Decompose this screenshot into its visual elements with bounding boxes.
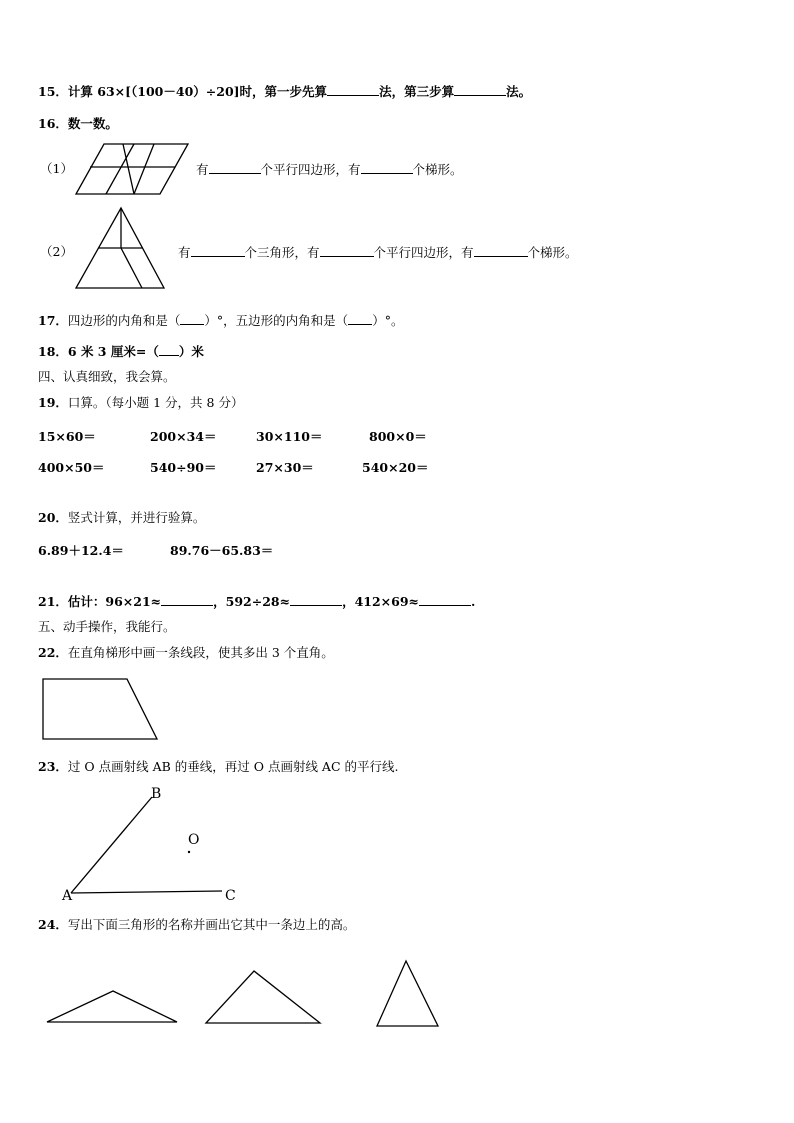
q19-item: 540×20＝ — [362, 460, 429, 475]
ray-ac — [71, 891, 222, 893]
q16-p2-blank-2[interactable] — [320, 244, 374, 257]
q22-text: 在直角梯形中画一条线段，使其多出 3 个直角。 — [67, 645, 334, 660]
q18-number: 18． — [38, 344, 68, 359]
q17-number: 17． — [38, 313, 68, 328]
q19-item: 30×110＝ — [256, 429, 323, 444]
q16-p1-text-b: 个平行四边形，有 — [260, 162, 361, 177]
q20-title: 竖式计算，并进行验算。 — [67, 510, 206, 525]
q21-line — [38, 593, 475, 610]
q23-rays-figure — [60, 785, 250, 907]
parallelogram-slant-2 — [123, 144, 134, 194]
obtuse-triangle-outline — [47, 991, 177, 1022]
q21-number: 21． — [38, 594, 68, 609]
q17-text-a: 四边形的内角和是（ — [67, 313, 181, 328]
q16-p2-text-d: 个梯形。 — [527, 245, 578, 260]
q24-number: 24． — [38, 917, 68, 932]
q23-number: 23． — [38, 759, 68, 774]
q23-text: 过 O 点画射线 AB 的垂线，再过 O 点画射线 AC 的平行线. — [67, 759, 399, 774]
q16-p1-text-a: 有 — [196, 162, 209, 177]
q15-number: 15． — [38, 84, 68, 99]
q15-text-c: 法。 — [506, 84, 532, 99]
q18-text-a: 6 米 3 厘米=（ — [67, 344, 159, 359]
q20-number: 20． — [38, 510, 68, 525]
q15-blank-1[interactable] — [327, 83, 379, 96]
q17-blank-2[interactable] — [348, 312, 372, 325]
q16-part2-label: （2） — [40, 244, 73, 259]
ray-ab — [71, 797, 152, 893]
q16-part1-label: （1） — [40, 161, 73, 176]
q18-blank[interactable] — [159, 343, 179, 356]
triangle-inner-slant — [121, 248, 142, 288]
q20-title-line — [38, 510, 205, 526]
parallelogram-slant-3 — [134, 144, 154, 194]
q19-item: 540÷90＝ — [150, 460, 217, 475]
right-trapezoid-outline — [43, 679, 157, 739]
q15-text-b: 法，第三步算 — [379, 84, 455, 99]
q19-item: 200×34＝ — [150, 429, 217, 444]
q16-p2-blank-1[interactable] — [191, 244, 245, 257]
q24-line — [38, 917, 355, 933]
q17-blank-1[interactable] — [180, 312, 204, 325]
q16-p2-blank-3[interactable] — [474, 244, 528, 257]
q22-right-trapezoid-figure — [42, 678, 160, 742]
label-o: O — [188, 832, 200, 848]
q19-number: 19． — [38, 395, 68, 410]
q19-item: 27×30＝ — [256, 460, 314, 475]
label-b: B — [151, 786, 162, 802]
q17-text-b: ）°，五边形的内角和是（ — [204, 313, 349, 328]
q22-number: 22． — [38, 645, 68, 660]
section-5-heading: 五、动手操作，我能行。 — [38, 619, 176, 634]
q24-obtuse-triangle — [46, 988, 180, 1024]
q17-line — [38, 312, 403, 329]
q20-item: 6.89＋12.4＝ — [38, 543, 124, 558]
q16-p2-text-b: 个三角形，有 — [244, 245, 320, 260]
q19-item: 800×0＝ — [369, 429, 427, 444]
q24-right-triangle — [205, 968, 323, 1026]
acute-triangle-outline — [377, 961, 438, 1026]
q15-text-a: 计算 63×[（100－40）÷20]时，第一步先算 — [67, 84, 328, 99]
q18-text-b: ）米 — [178, 344, 204, 359]
q16-part2-text — [178, 244, 578, 261]
q16-p1-text-c: 个梯形。 — [412, 162, 463, 177]
q24-text: 写出下面三角形的名称并画出它其中一条边上的高。 — [67, 917, 356, 932]
q15-blank-2[interactable] — [454, 83, 506, 96]
q16-p1-blank-2[interactable] — [361, 161, 413, 174]
q24-acute-triangle — [375, 959, 441, 1029]
right-triangle-outline — [206, 971, 320, 1023]
q20-item: 89.76－65.83＝ — [170, 543, 274, 558]
q16-title-line — [38, 116, 118, 132]
q16-p2-text-a: 有 — [178, 245, 191, 260]
q19-title: 口算。（每小题 1 分，共 8 分） — [67, 395, 244, 410]
section-4-heading: 四、认真细致，我会算。 — [38, 369, 176, 384]
q21-text-a: 估计：96×21≈ — [67, 594, 162, 609]
q21-blank-1[interactable] — [161, 593, 213, 606]
q21-text-b: ，592÷28≈ — [213, 594, 291, 609]
q16-p1-blank-1[interactable] — [209, 161, 261, 174]
q19-item: 400×50＝ — [38, 460, 105, 475]
q22-line — [38, 645, 334, 661]
q16-part1-text — [196, 161, 463, 178]
q16-title: 数一数。 — [67, 116, 118, 131]
q21-text-d: . — [471, 594, 476, 609]
q15-line — [38, 83, 531, 100]
parallelogram-slant-1 — [106, 144, 134, 194]
q23-line — [38, 759, 398, 775]
q19-title-line — [38, 395, 243, 411]
q16-p2-text-c: 个平行四边形，有 — [373, 245, 474, 260]
q19-item: 15×60＝ — [38, 429, 96, 444]
label-c: C — [225, 888, 236, 904]
label-a: A — [62, 888, 73, 904]
q17-text-c: ）°。 — [372, 313, 404, 328]
q16-parallelogram-figure — [74, 142, 192, 198]
point-o-dot — [188, 851, 190, 853]
q21-blank-3[interactable] — [419, 593, 471, 606]
q16-number: 16． — [38, 116, 68, 131]
q21-blank-2[interactable] — [290, 593, 342, 606]
q16-triangle-figure — [74, 206, 168, 292]
q18-line — [38, 343, 204, 360]
q21-text-c: ，412×69≈ — [342, 594, 420, 609]
